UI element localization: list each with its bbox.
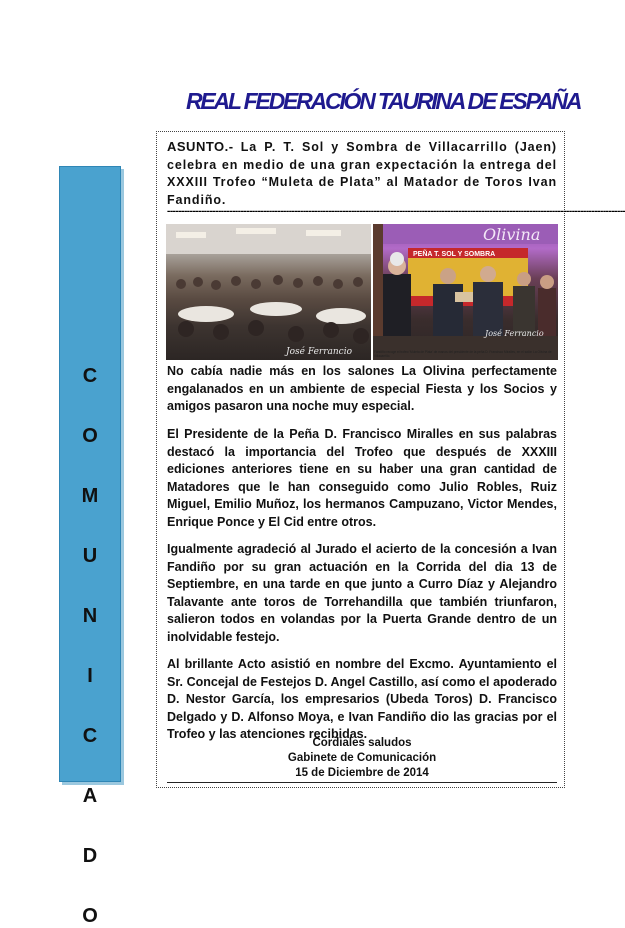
sidebar-letter: D	[82, 845, 98, 867]
sidebar-letter: I	[87, 665, 93, 687]
photo-signature: José Ferrancio	[286, 347, 353, 357]
paragraph: El Presidente de la Peña D. Francisco Miralles en sus palabras destacó la importancia del Trofeo que después de XXXIII ediciones anteriores tiene en su haber una gran cantidad de Matadores que le han conseguido como Julio Robles, Ruiz Miguel, Emilio Muñoz, los hermanos Campuzano, Victor Mendes, Enrique Ponce y El Cid entre otros.	[167, 427, 557, 529]
paragraph: Al brillante Acto asistió en nombre del Excmo. Ayuntamiento el Sr. Concejal de Festejos D. Angel Castillo, así como el apoderado D. Nestor García, los empresarios (Ubeda Toros) D. Francisco Delgado y D. Alfonso Moya, e Ivan Fandiño dio las gracias por el Trofeo y las atenciones recibidas.	[167, 657, 557, 741]
sidebar-letter: N	[82, 605, 98, 627]
sidebar-letter: O	[82, 425, 98, 447]
sidebar-letter: U	[82, 545, 98, 567]
bottom-rule	[167, 782, 557, 783]
sidebar-letter: O	[82, 905, 98, 927]
photo-signature: José Ferrancio	[485, 329, 544, 338]
paragraph: Igualmente agradeció al Jurado el acierto de la concesión a Ivan Fandiño por su gran actuación en la Corrida del dia 13 de Septiembre, en una tarde en que junto a Curro Díaz y Alejandro Talavante ante toros de Torrehandilla que también triunfaron, salieron todos en volandas por la Puerta Grande dentro de un inolvidable festejo.	[167, 542, 557, 644]
dashed-separator: ------------------------------------------------------------------------------------------------------------------------------------------------------------------	[167, 206, 625, 217]
subject-block	[167, 138, 557, 209]
subject-label: ASUNTO.-	[167, 139, 234, 154]
closing-greeting: Cordiales saludos	[312, 737, 412, 749]
comunicado-sidebar	[59, 166, 121, 927]
venue-sign-text: Olivina	[483, 225, 541, 244]
closing-date: 15 de Diciembre de 2014	[295, 767, 429, 779]
photo-caption: Fandiño recoge el trofeo 'Muleta de Plata' de manos del presidente de la peña D. Francisco Miralles, en el salón La Olivina de Villacarrillo.	[374, 350, 552, 358]
sidebar-letter: A	[82, 785, 98, 807]
paragraph: No cabía nadie más en los salones La Olivina perfectamente engalanados en un ambiente de especial Fiesta y los Socios y amigos pasaron una noche muy especial.	[167, 364, 557, 413]
closing-office: Gabinete de Comunicación	[287, 752, 437, 764]
sidebar-letter: C	[82, 725, 98, 747]
sidebar-letter: C	[82, 365, 98, 387]
subject-text: La P. T. Sol y Sombra de Villacarrillo (Jaen) celebra en medio de una gran expectación la entrega del XXXIII Trofeo “Muleta de Plata” al Matador de Toros Ivan Fandiño.	[167, 140, 557, 207]
page-title: REAL FEDERACIÓN TAURINA DE ESPAÑA	[186, 88, 581, 114]
trophy-presentation-photo	[373, 224, 558, 360]
banner-text: PEÑA T. SOL Y SOMBRA	[413, 251, 496, 258]
sidebar-letter: M	[81, 485, 99, 507]
banquet-hall-photo	[166, 224, 371, 360]
